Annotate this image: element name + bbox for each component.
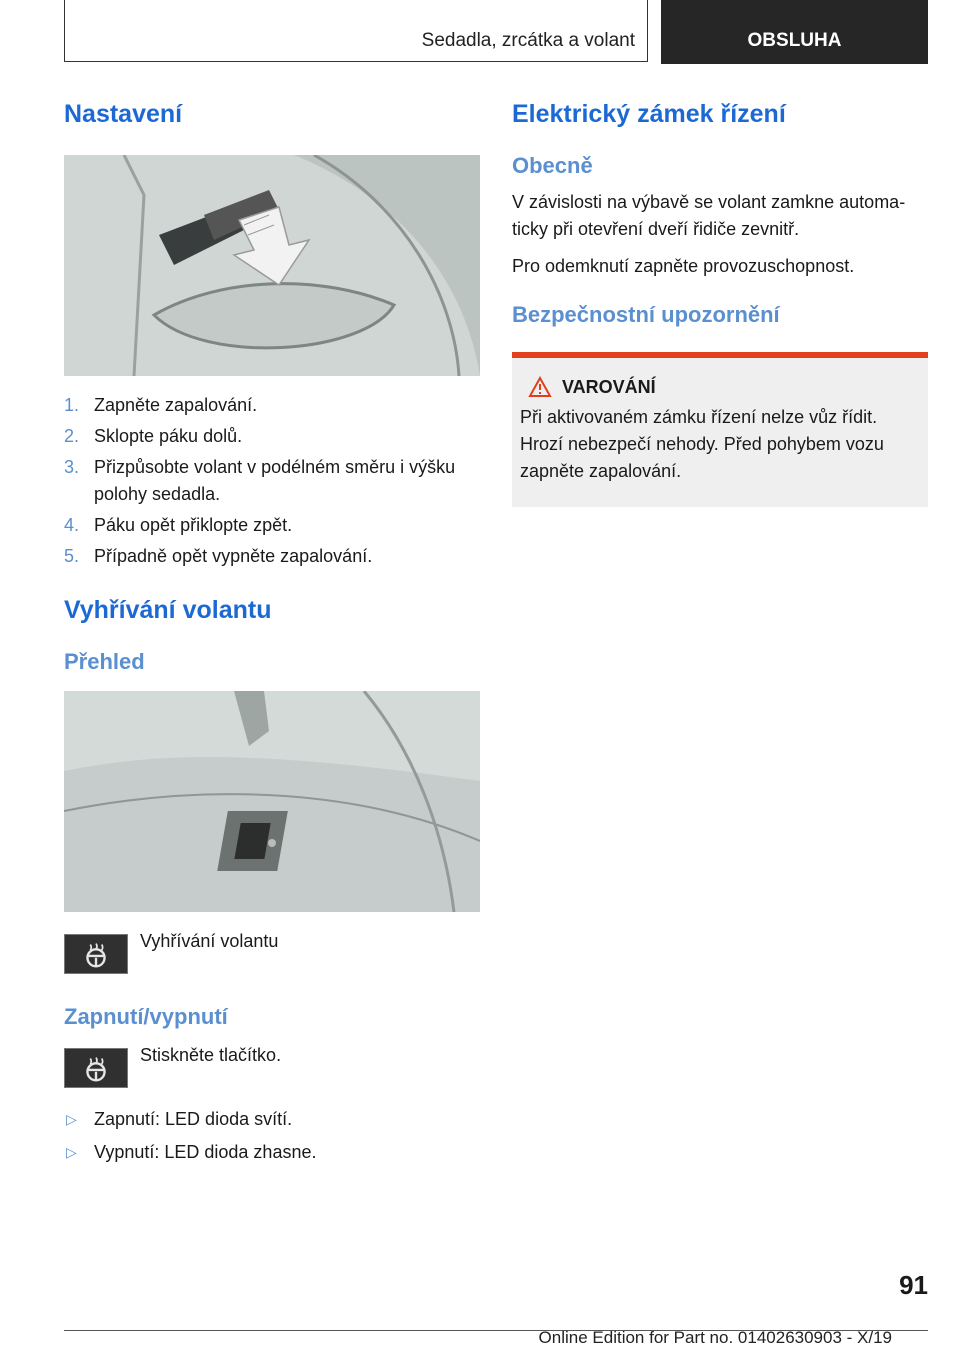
step-text: Přizpůsobte volant v podélném směru i výšku polohy sedadla.	[94, 457, 456, 504]
warning-title-text: VAROVÁNÍ	[562, 376, 656, 397]
left-column	[64, 100, 480, 1172]
heating-icon-caption-row	[64, 931, 480, 976]
step-item	[64, 454, 480, 508]
press-button-row	[64, 1045, 480, 1090]
step-text: Případně opět vypněte zapalování.	[94, 546, 373, 566]
section-tab: OBSLUHA	[661, 0, 928, 64]
paragraph-obecne: V závislosti na výbavě se volant zamkne automa-ticky při otevření dveří řidiče zevnitř.	[512, 192, 906, 239]
page-header	[64, 0, 928, 64]
heading-zapnuti: Zapnutí/vypnutí	[64, 1004, 228, 1029]
step-text: Sklopte páku dolů.	[94, 426, 243, 446]
warning-title	[520, 376, 920, 398]
heading-prehled: Přehled	[64, 649, 145, 674]
heading-zamek: Elektrický zámek řízení	[512, 100, 786, 128]
step-number: 4.	[64, 515, 80, 535]
heading-obecne: Obecně	[512, 153, 593, 178]
step-number: 1.	[64, 395, 80, 415]
list-item-text: Vypnutí: LED dioda zhasne.	[94, 1142, 317, 1162]
right-column	[512, 100, 928, 507]
steering-wheel-heating-icon	[64, 934, 128, 974]
steering-column-illustration	[64, 691, 480, 912]
step-number: 3.	[64, 457, 80, 477]
warning-box	[512, 352, 928, 507]
heating-icon-caption: Vyhřívání volantu	[140, 931, 279, 951]
steering-wheel-heating-icon	[64, 1048, 128, 1088]
step-text: Zapněte zapalování.	[94, 395, 258, 415]
paragraph-odemknuti: Pro odemknutí zapněte provozuschopnost.	[512, 256, 855, 276]
page-number: 91	[899, 1270, 928, 1300]
warning-triangle-icon	[528, 376, 552, 398]
chapter-title: Sedadla, zrcátka a volant	[64, 0, 648, 62]
step-item	[64, 543, 480, 570]
step-item	[64, 392, 480, 419]
press-button-text: Stiskněte tlačítko.	[140, 1045, 282, 1065]
list-item-text: Zapnutí: LED dioda svítí.	[94, 1109, 293, 1129]
warning-text: Při aktivovaném zámku řízení nelze vůz řídit. Hrozí nebezpečí nehody. Před pohybem vozu zapněte zapalování.	[520, 407, 884, 481]
step-number: 5.	[64, 546, 80, 566]
list-item	[64, 1139, 480, 1166]
list-item	[64, 1106, 480, 1133]
step-item	[64, 423, 480, 450]
step-item	[64, 512, 480, 539]
heading-bezpecnost: Bezpečnostní upozornění	[512, 302, 780, 327]
edition-text: Online Edition for Part no. 01402630903 - X/19	[538, 1328, 892, 1347]
heading-vyhrivani: Vyhřívání volantu	[64, 596, 272, 624]
steering-lever-illustration	[64, 155, 480, 376]
adjustment-steps	[64, 392, 480, 570]
bullet-triangle-icon: ▷	[66, 1111, 77, 1127]
led-status-list	[64, 1106, 480, 1166]
heading-nastaveni: Nastavení	[64, 100, 183, 128]
step-text: Páku opět přiklopte zpět.	[94, 515, 293, 535]
bullet-triangle-icon: ▷	[66, 1144, 77, 1160]
step-number: 2.	[64, 426, 80, 446]
